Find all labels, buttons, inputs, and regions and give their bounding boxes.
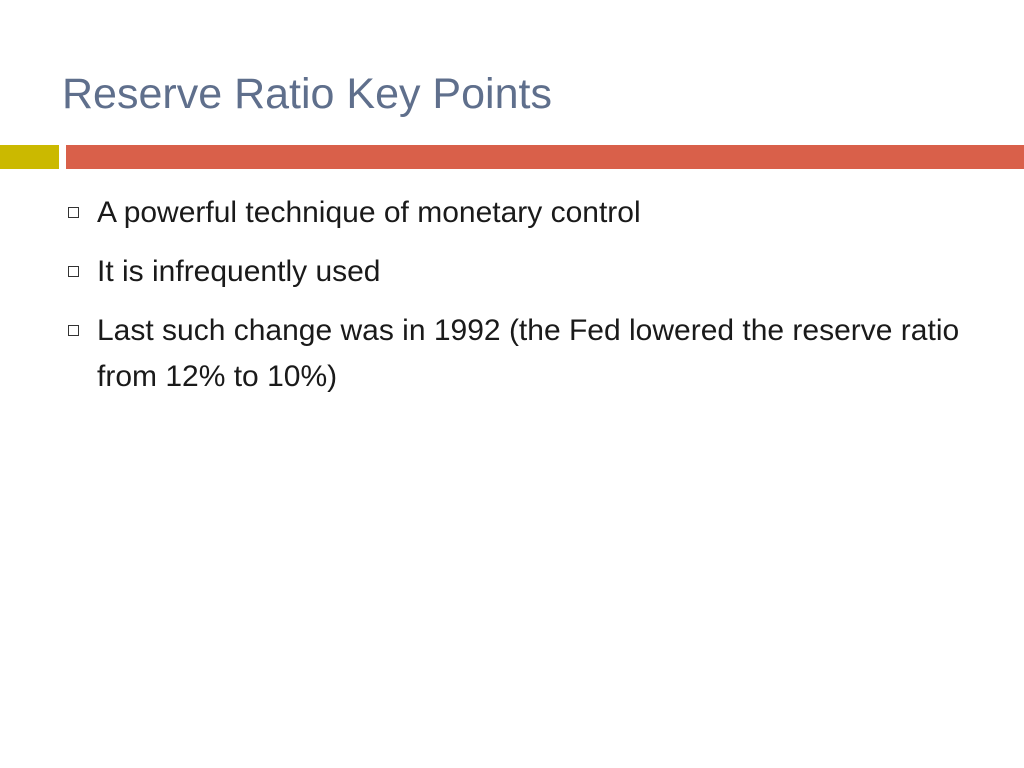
slide-title: Reserve Ratio Key Points (62, 70, 552, 118)
accent-bar-left (0, 145, 59, 169)
accent-bar-right (66, 145, 1024, 169)
hollow-square-bullet-icon (68, 325, 79, 336)
bullet-text: A powerful technique of monetary control (97, 196, 641, 229)
bullet-text: Last such change was in 1992 (the Fed lowered the reserve ratio from 12% to 10%) (97, 314, 960, 393)
bullet-item (62, 308, 962, 400)
hollow-square-bullet-icon (68, 266, 79, 277)
hollow-square-bullet-icon (68, 207, 79, 218)
bullet-list (62, 190, 962, 413)
bullet-item (62, 190, 962, 236)
bullet-text: It is infrequently used (97, 255, 381, 288)
bullet-item (62, 249, 962, 295)
